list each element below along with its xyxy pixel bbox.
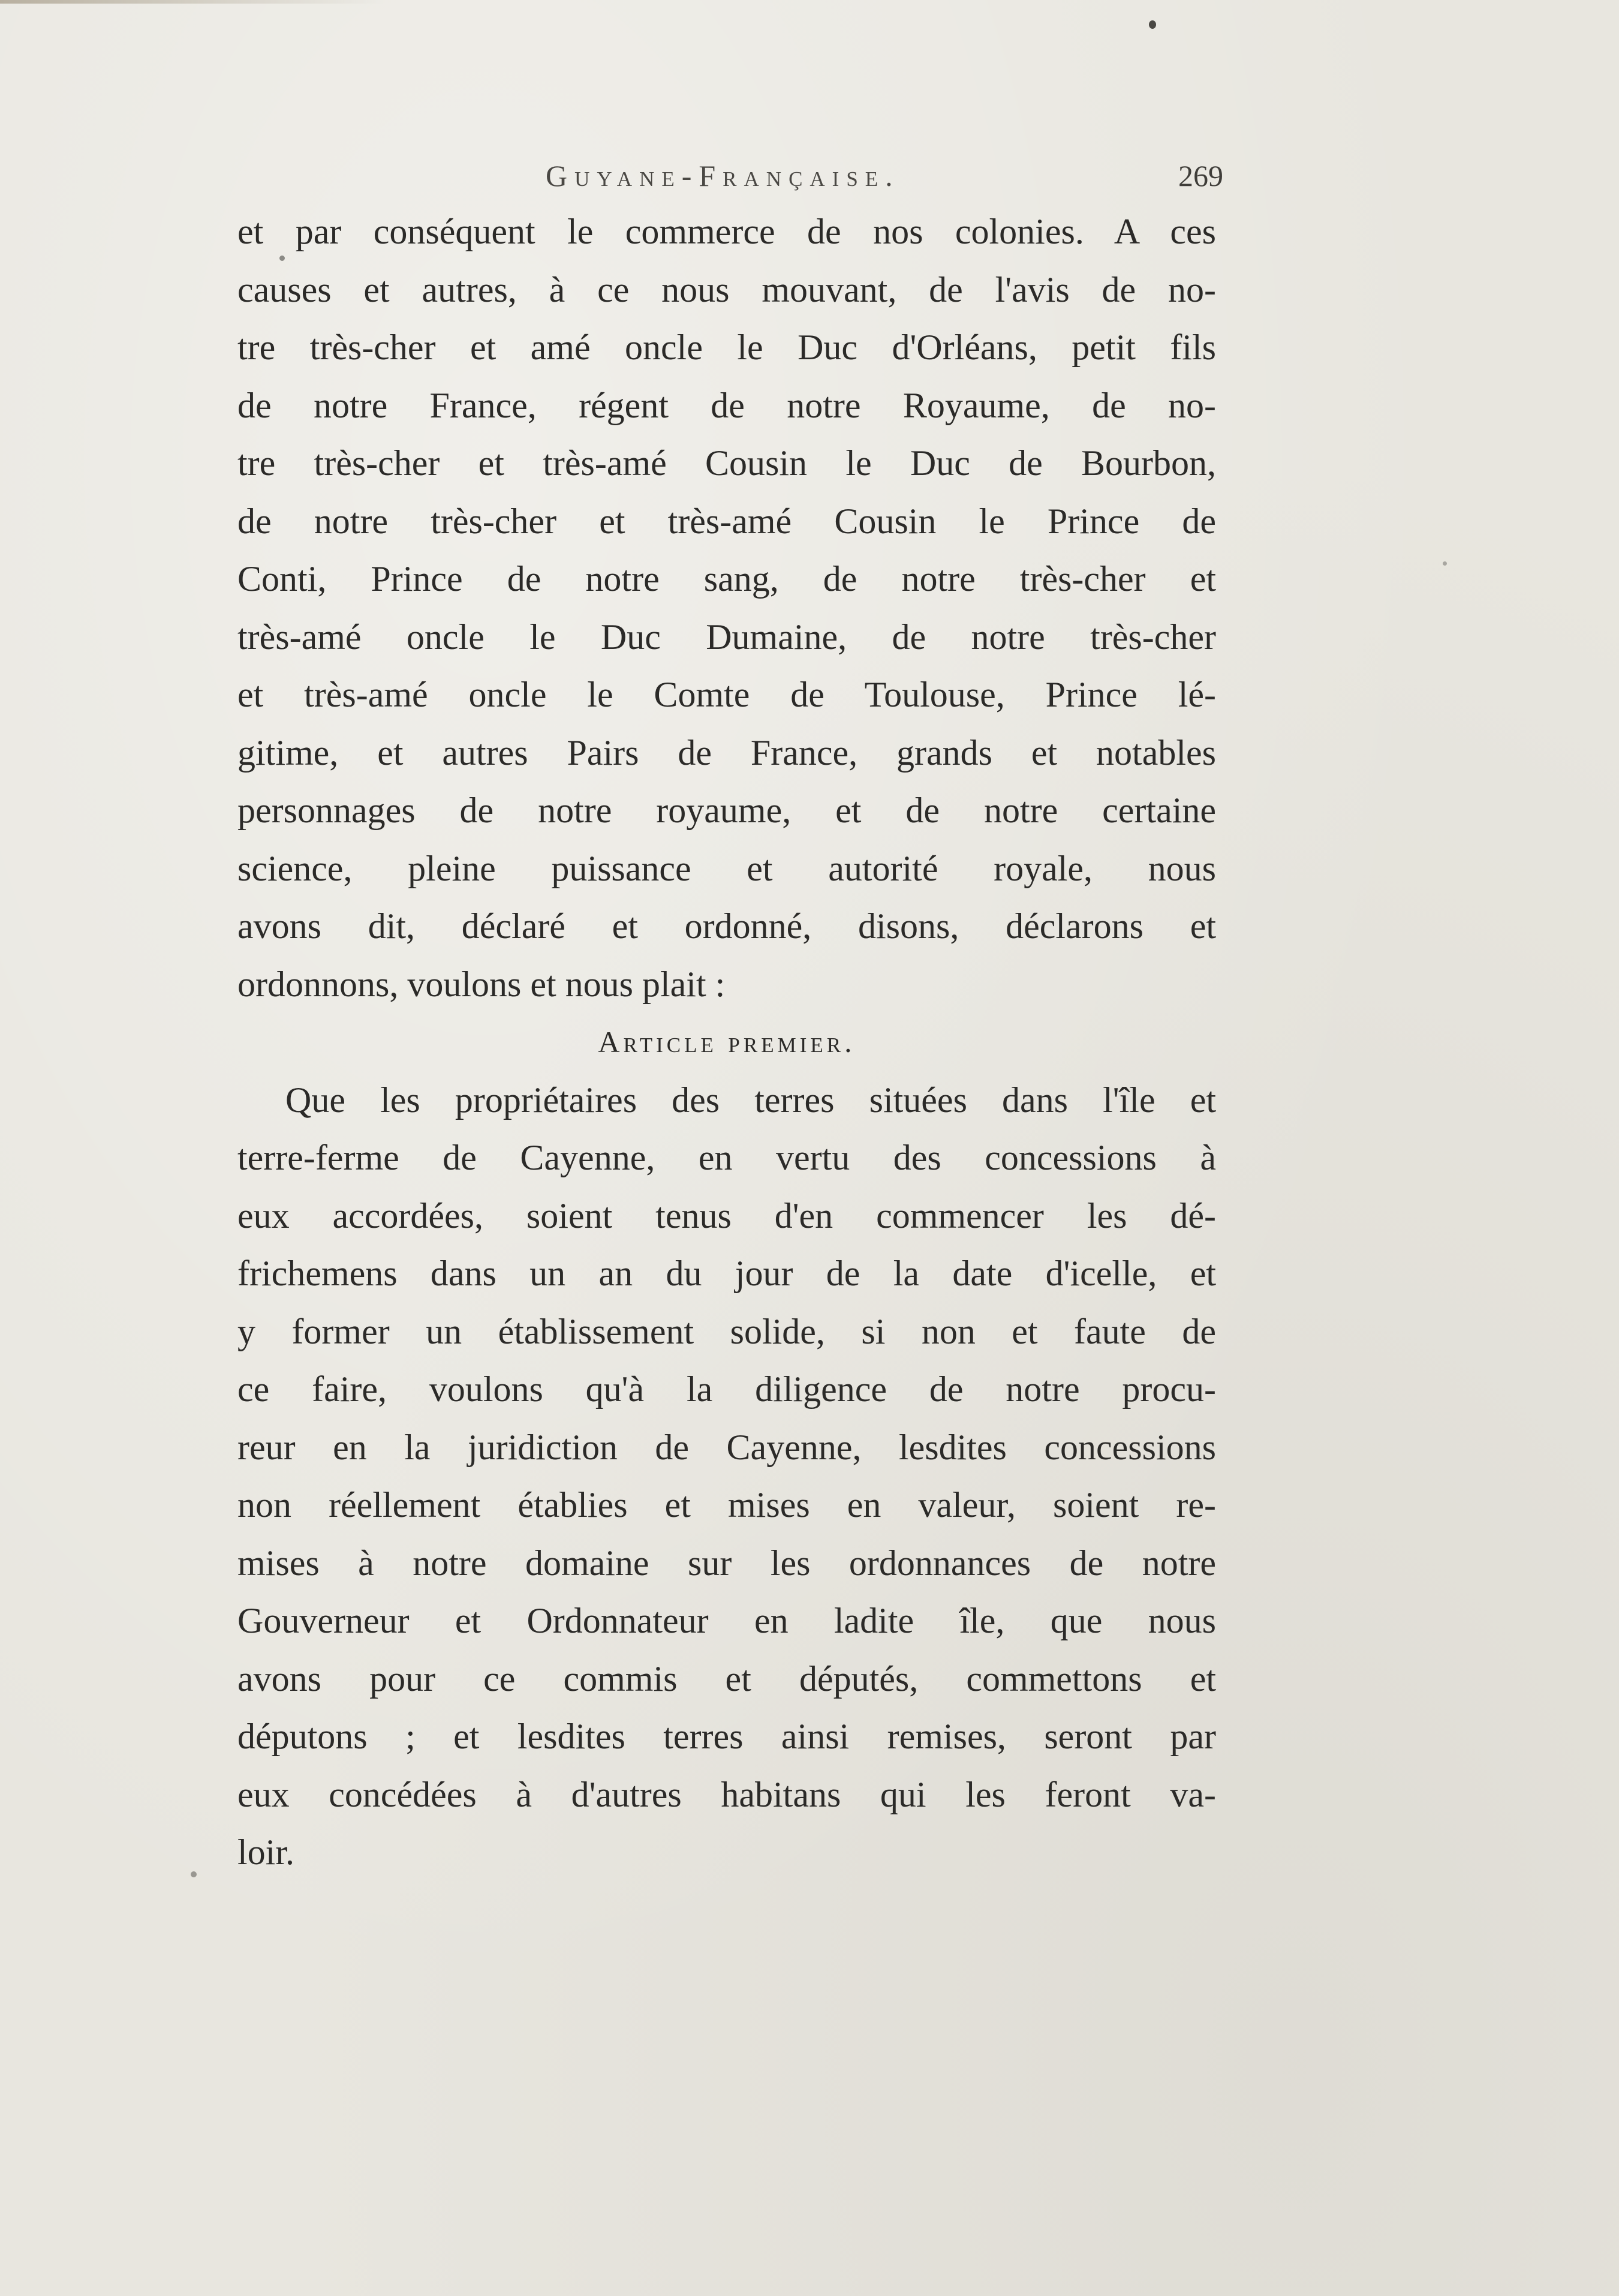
text-line: et par conséquent le commerce de nos colonies. A ces [237, 212, 1216, 251]
text-line: mises à notre domaine sur les ordonnances de notre [237, 1543, 1216, 1583]
text-line: députons ; et lesdites terres ainsi remises, seront par [237, 1717, 1216, 1756]
text-line: causes et autres, à ce nous mouvant, de l'avis de no- [237, 269, 1216, 309]
text-line: gitime, et autres Pairs de France, grands et notables [237, 732, 1216, 773]
article-heading: Article premier. [598, 1025, 856, 1059]
text-line: Que les propriétaires des terres situées dans l'île et [285, 1080, 1216, 1120]
text-line: ce faire, voulons qu'à la diligence de notre procu- [237, 1369, 1216, 1409]
page-edge-shadow [0, 0, 384, 4]
text-line: y former un établissement solide, si non et faute de [237, 1311, 1216, 1351]
paper-speck [191, 1871, 197, 1877]
text-line: avons pour ce commis et députés, commettons et [237, 1658, 1216, 1699]
text-line: et très-amé oncle le Comte de Toulouse, Prince lé- [237, 675, 1216, 714]
paper-speck [1443, 561, 1447, 566]
text-line: science, pleine puissance et autorité royale, nous [237, 848, 1216, 888]
text-line: très-amé oncle le Duc Dumaine, de notre très-cher [237, 617, 1216, 657]
text-line: personnages de notre royaume, et de notre certaine [237, 791, 1216, 830]
text-line: avons dit, déclaré et ordonné, disons, déclarons et [237, 906, 1216, 946]
paper-speck [279, 256, 285, 261]
text-line: de notre très-cher et très-amé Cousin le Prince de [237, 501, 1216, 541]
paper-speck [1149, 20, 1156, 29]
text-line: tre très-cher et très-amé Cousin le Duc de Bourbon, [237, 443, 1216, 483]
text-line: ordonnons, voulons et nous plait : [237, 964, 726, 1004]
text-line: tre très-cher et amé oncle le Duc d'Orléans, petit fils [237, 327, 1216, 367]
text-line: non réellement établies et mises en valeur, soient re- [237, 1485, 1216, 1525]
text-line: de notre France, régent de notre Royaume, de no- [237, 385, 1216, 425]
text-line: loir. [237, 1832, 295, 1872]
text-line: eux accordées, soient tenus d'en commencer les dé- [237, 1195, 1216, 1236]
running-head [243, 158, 1226, 200]
text-line: reur en la juridiction de Cayenne, lesdites concessions [237, 1427, 1216, 1467]
text-line: eux concédées à d'autres habitans qui les feront va- [237, 1774, 1216, 1814]
body-text [237, 203, 1216, 1882]
text-line: terre-ferme de Cayenne, en vertu des concessions à [237, 1138, 1216, 1177]
page-number: 269 [1178, 159, 1223, 193]
text-line: frichemens dans un an du jour de la date d'icelle, et [237, 1254, 1216, 1293]
text-line: Conti, Prince de notre sang, de notre très-cher et [237, 559, 1216, 599]
text-line: Gouverneur et Ordonnateur en ladite île, que nous [237, 1601, 1216, 1640]
running-title: Guyane-Française. [546, 159, 900, 193]
